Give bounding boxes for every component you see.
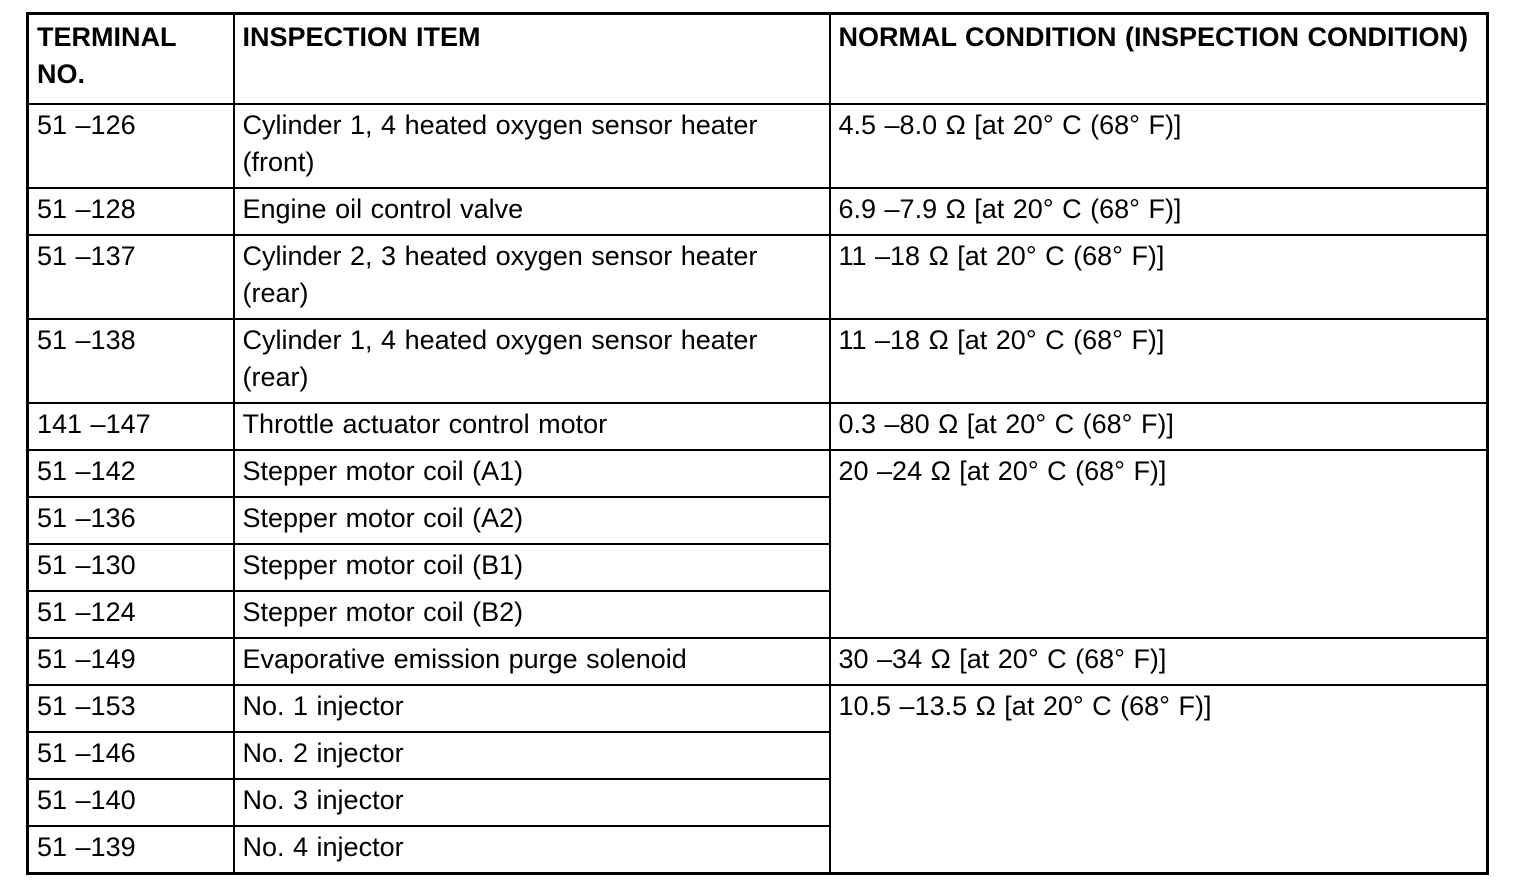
table-row: [28, 685, 1488, 732]
normal-condition-cell: 4.5 –8.0 Ω [at 20° C (68° F)]: [830, 104, 1488, 188]
terminal-cell: 51 –126: [28, 104, 234, 188]
table-row: [28, 403, 1488, 450]
inspection-item-cell: Cylinder 1, 4 heated oxygen sensor heater (front): [234, 104, 830, 188]
terminal-cell: 51 –149: [28, 638, 234, 685]
terminal-cell: 51 –142: [28, 450, 234, 497]
normal-condition-cell: 0.3 –80 Ω [at 20° C (68° F)]: [830, 403, 1488, 450]
table-row: [28, 450, 1488, 497]
inspection-table: [26, 12, 1489, 875]
inspection-item-cell: Stepper motor coil (B2): [234, 591, 830, 638]
inspection-item-cell: Cylinder 1, 4 heated oxygen sensor heater (rear): [234, 319, 830, 403]
normal-condition-cell: 6.9 –7.9 Ω [at 20° C (68° F)]: [830, 188, 1488, 235]
table-row: [28, 188, 1488, 235]
normal-condition-cell: 11 –18 Ω [at 20° C (68° F)]: [830, 319, 1488, 403]
inspection-item-cell: Engine oil control valve: [234, 188, 830, 235]
inspection-item-cell: No. 2 injector: [234, 732, 830, 779]
header-row: [28, 14, 1488, 105]
inspection-item-cell: Throttle actuator control motor: [234, 403, 830, 450]
inspection-item-cell: Cylinder 2, 3 heated oxygen sensor heater (rear): [234, 235, 830, 319]
terminal-cell: 51 –140: [28, 779, 234, 826]
table-row: [28, 638, 1488, 685]
terminal-cell: 51 –138: [28, 319, 234, 403]
terminal-cell: 51 –139: [28, 826, 234, 874]
header-inspection-item: INSPECTION ITEM: [234, 14, 830, 105]
inspection-item-cell: Evaporative emission purge solenoid: [234, 638, 830, 685]
terminal-cell: 51 –153: [28, 685, 234, 732]
inspection-item-cell: Stepper motor coil (A2): [234, 497, 830, 544]
terminal-cell: 141 –147: [28, 403, 234, 450]
header-normal-condition: NORMAL CONDITION (INSPECTION CONDITION): [830, 14, 1488, 105]
inspection-item-cell: Stepper motor coil (B1): [234, 544, 830, 591]
normal-condition-cell: 10.5 –13.5 Ω [at 20° C (68° F)]: [830, 685, 1488, 874]
inspection-item-cell: No. 4 injector: [234, 826, 830, 874]
inspection-item-cell: Stepper motor coil (A1): [234, 450, 830, 497]
terminal-cell: 51 –137: [28, 235, 234, 319]
inspection-item-cell: No. 1 injector: [234, 685, 830, 732]
inspection-item-cell: No. 3 injector: [234, 779, 830, 826]
terminal-cell: 51 –146: [28, 732, 234, 779]
terminal-cell: 51 –128: [28, 188, 234, 235]
normal-condition-cell: 11 –18 Ω [at 20° C (68° F)]: [830, 235, 1488, 319]
normal-condition-cell: 20 –24 Ω [at 20° C (68° F)]: [830, 450, 1488, 638]
header-terminal: TERMINAL NO.: [28, 14, 234, 105]
terminal-cell: 51 –136: [28, 497, 234, 544]
terminal-cell: 51 –124: [28, 591, 234, 638]
table-row: [28, 104, 1488, 188]
table-row: [28, 235, 1488, 319]
table-row: [28, 319, 1488, 403]
terminal-cell: 51 –130: [28, 544, 234, 591]
normal-condition-cell: 30 –34 Ω [at 20° C (68° F)]: [830, 638, 1488, 685]
